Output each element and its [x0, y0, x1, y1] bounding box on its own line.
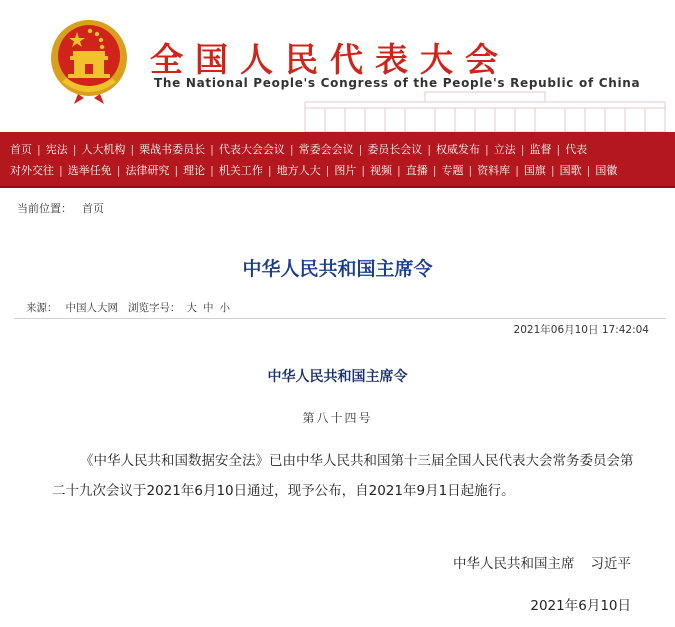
source-value: 中国人大网	[65, 302, 118, 314]
page-title: 中华人民共和国主席令	[242, 258, 433, 280]
nav-item-row2-7[interactable]: 视频	[370, 164, 393, 177]
nav-item-row1-2[interactable]: 人大机构	[81, 143, 126, 156]
nav-separator: |	[325, 164, 330, 177]
font-size-small-button[interactable]: 小	[219, 302, 230, 314]
nav-item-row1-5[interactable]: 常委会会议	[298, 143, 354, 156]
nav-item-row2-2[interactable]: 法律研究	[125, 164, 170, 177]
nav-separator: |	[210, 164, 214, 177]
font-size-medium-button[interactable]: 中	[203, 302, 214, 314]
nav-item-row1-10[interactable]: 代表	[565, 143, 588, 156]
nav-item-row1-0[interactable]: 首页	[10, 143, 32, 156]
meta-divider	[14, 318, 666, 319]
nav-separator: |	[210, 143, 214, 156]
nav-item-row1-8[interactable]: 立法	[493, 143, 516, 156]
article-meta	[26, 300, 230, 315]
nav-separator: |	[130, 143, 135, 156]
breadcrumb-label: 当前位置：	[17, 202, 72, 215]
signature-line	[453, 552, 631, 572]
nav-separator: |	[116, 164, 121, 177]
document-body: 《中华人民共和国数据安全法》已由中华人民共和国第十三届全国人民代表大会常务委员会第二十九次会议于2021年6月10日通过，现予公布，自2021年9月1日起施行。	[52, 453, 634, 499]
nav-separator: |	[427, 143, 432, 156]
nav-item-row2-11[interactable]: 国旗	[523, 164, 546, 177]
nav-separator: |	[586, 164, 591, 177]
nav-separator: |	[432, 164, 437, 177]
nav-separator: |	[520, 143, 525, 156]
great-hall-illustration	[295, 88, 675, 132]
nav-separator: |	[59, 164, 63, 177]
nav-separator: |	[289, 143, 294, 156]
breadcrumb-home-link[interactable]: 首页	[82, 202, 104, 215]
document-number: 第八十四号	[302, 411, 373, 425]
signer-name: 习近平	[590, 556, 631, 572]
nav-separator: |	[72, 143, 77, 156]
signer-title: 中华人民共和国主席	[453, 556, 575, 572]
nav-separator: |	[550, 164, 555, 177]
site-title-cn: 全国人民代表大会	[150, 40, 510, 79]
nav-item-row2-9[interactable]: 专题	[441, 164, 464, 177]
nav-item-row1-3[interactable]: 栗战书委员长	[139, 143, 206, 156]
nav-item-row1-9[interactable]: 监督	[529, 143, 552, 156]
nav-item-row2-13[interactable]: 国徽	[595, 164, 618, 177]
nav-item-row1-7[interactable]: 权威发布	[436, 143, 481, 156]
nav-separator: |	[485, 143, 489, 156]
nav-separator: |	[556, 143, 561, 156]
nav-item-row2-3[interactable]: 理论	[183, 164, 206, 177]
breadcrumb	[17, 200, 104, 216]
nav-item-row2-0[interactable]: 对外交往	[10, 164, 54, 177]
nav-separator: |	[358, 143, 363, 156]
publish-datetime: 2021年06月10日 17:42:04	[513, 324, 649, 336]
nav-separator: |	[515, 164, 519, 177]
nav-item-row2-10[interactable]: 资料库	[477, 164, 511, 177]
nav-item-row1-1[interactable]: 宪法	[45, 143, 68, 156]
signature-date: 2021年6月10日	[530, 598, 631, 614]
source-label: 来源：	[26, 302, 58, 314]
nav-item-row1-6[interactable]: 委员长会议	[367, 143, 423, 156]
nav-row-2	[10, 161, 617, 181]
nav-row-1	[10, 140, 587, 160]
site-title-en: The National People's Congress of the People's Republic of China	[154, 76, 641, 90]
site-header	[0, 0, 675, 132]
nav-separator: |	[468, 164, 473, 177]
nav-item-row2-6[interactable]: 图片	[334, 164, 357, 177]
nav-separator: |	[37, 143, 41, 156]
nav-item-row2-8[interactable]: 直播	[405, 164, 428, 177]
national-emblem-icon[interactable]	[48, 16, 130, 104]
nav-item-row1-4[interactable]: 代表大会会议	[218, 143, 285, 156]
nav-separator: |	[174, 164, 179, 177]
nav-item-row2-4[interactable]: 机关工作	[218, 164, 263, 177]
document-title: 中华人民共和国主席令	[267, 369, 408, 385]
nav-separator: |	[397, 164, 401, 177]
nav-separator: |	[361, 164, 366, 177]
font-size-large-button[interactable]: 大	[186, 302, 197, 314]
nav-item-row2-12[interactable]: 国歌	[559, 164, 582, 177]
main-nav	[0, 132, 675, 188]
font-size-label: 浏览字号：	[128, 302, 181, 314]
nav-item-row2-5[interactable]: 地方人大	[276, 164, 321, 177]
nav-item-row2-1[interactable]: 选举任免	[67, 164, 112, 177]
nav-separator: |	[267, 164, 272, 177]
